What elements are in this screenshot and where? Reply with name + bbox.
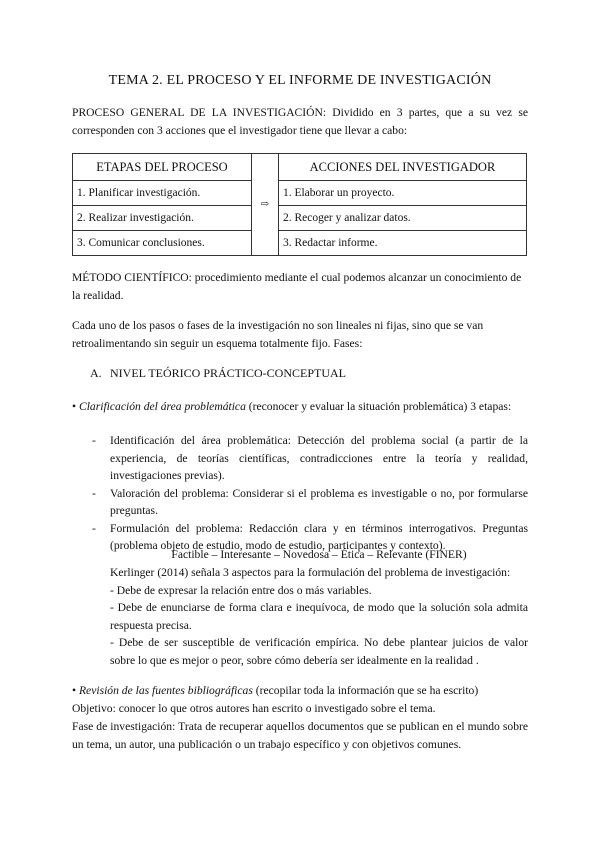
intro-paragraph: PROCESO GENERAL DE LA INVESTIGACIÓN: Dividido en 3 partes, que a su vez se corresponden con 3 acciones que el investigador tiene que llevar a cabo: [72,106,528,137]
list-item-text: Formulación del problema: Redacción clara y en términos interrogativos. Preguntas (problema objeto de estudio, modo de estudio, participantes y contexto). [110,521,528,552]
bullet-icon: • [72,400,77,413]
col-etapas-header: ETAPAS DEL PROCESO [73,154,252,181]
kerlinger-block [110,564,528,669]
list-item [92,485,528,520]
arrow-right-icon: ⇨ [251,154,278,256]
fase-investigacion-line: Fase de investigación: Trata de recuperar aquellos documentos que se publican en el mundo sobre un tema, un autor, una publicación o un trabajo específico y con objetivos comunes. [72,720,528,751]
list-item-text: Identificación del área problemática: Detección del problema social (a partir de la experiencia, de teorías científicas, contradicciones entre la teoría y realidad, investigaciones previas). [110,434,528,482]
accion-cell: 3. Redactar informe. [278,231,526,256]
kerlinger-line: Kerlinger (2014) señala 3 aspectos para la formulación del problema de investigación: [110,566,511,579]
section-label: NIVEL TEÓRICO PRÁCTICO-CONCEPTUAL [110,366,346,380]
etapa-cell: 2. Realizar investigación. [73,206,252,231]
bullet-icon: • [72,684,77,697]
dash-icon: - [92,486,96,500]
section-heading-a [90,366,346,381]
revision-line [72,682,528,700]
process-table [72,153,527,256]
revision-title: Revisión de las fuentes bibliográficas [78,684,253,697]
table-row [73,181,527,206]
clarificacion-paragraph [72,398,528,416]
accion-cell: 1. Elaborar un proyecto. [278,181,526,206]
table-header-row [73,154,527,181]
list-item-text: Valoración del problema: Considerar si el problema es investigable o no, por formularse preguntas. [110,486,528,517]
clarificacion-title: Clarificación del área problemática [78,400,246,413]
aspecto-line: - Debe de enunciarse de forma clara e inequívoca, de modo que la solución sola admita respuesta precisa. [110,601,528,632]
dash-icon: - [92,521,96,535]
page-title: TEMA 2. EL PROCESO Y EL INFORME DE INVESTIGACIÓN [108,73,492,88]
table-row [73,206,527,231]
fases-paragraph: Cada uno de los pasos o fases de la investigación no son lineales ni fijas, sino que se van retroalimentando sin seguir un esquema totalmente fijo. Fases: [72,319,484,350]
revision-paragraph [72,682,528,754]
dash-icon: - [92,434,96,447]
metodo-paragraph: MÉTODO CIENTÍFICO: procedimiento mediante el cual podemos alcanzar un conocimiento de la realidad. [72,271,522,302]
etapas-list [92,432,528,555]
revision-rest: (recopilar toda la información que se ha escrito) [252,684,479,697]
finer-line: Factible – Interesante – Novedosa – Ética – Relevante (FINER) [171,548,467,561]
objetivo-line: Objetivo: conocer lo que otros autores han escrito o investigado sobre el tema. [72,702,436,715]
etapa-cell: 3. Comunicar conclusiones. [73,231,252,256]
clarificacion-rest: (reconocer y evaluar la situación problemática) 3 etapas: [245,400,512,413]
section-letter: A. [90,366,102,380]
etapa-cell: 1. Planificar investigación. [73,181,252,206]
aspecto-line: - Debe de expresar la relación entre dos o más variables. [110,583,372,597]
list-item [92,432,528,485]
accion-cell: 2. Recoger y analizar datos. [278,206,526,231]
col-acciones-header: ACCIONES DEL INVESTIGADOR [278,154,526,181]
table-row [73,231,527,256]
aspecto-line: - Debe de ser susceptible de verificación empírica. No debe plantear juicios de valor sobre lo que es mejor o peor, sobre cómo debería ser idealmente en la realidad . [110,636,528,667]
